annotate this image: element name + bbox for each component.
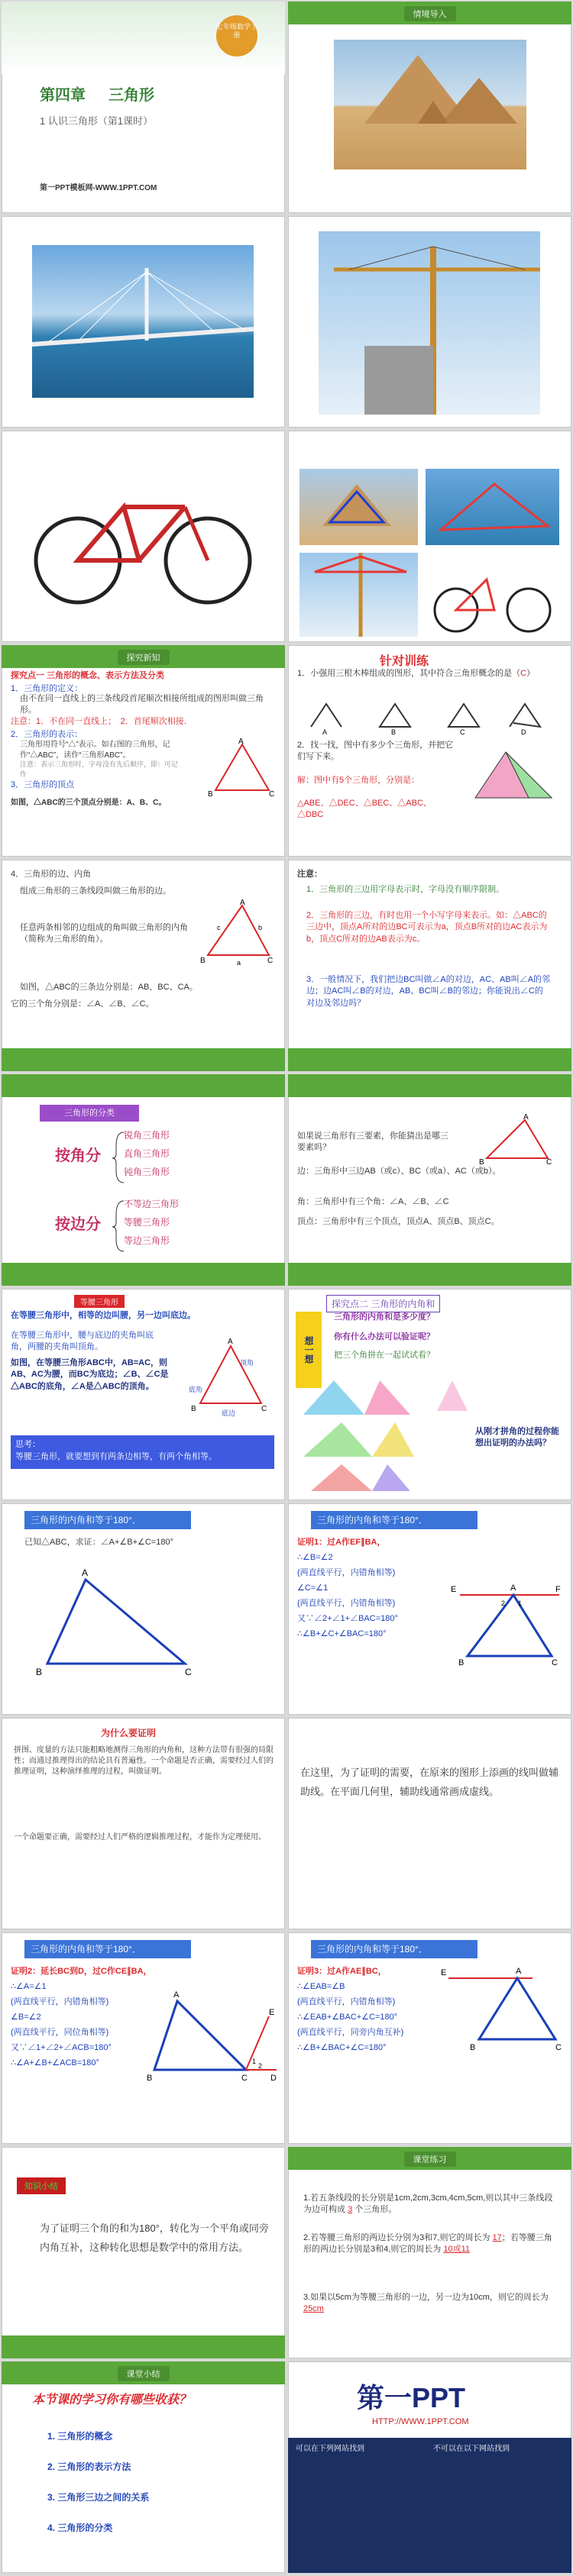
- crane-photo: [319, 231, 540, 415]
- proof-reason: (两直线平行，同位角相等): [11, 2028, 109, 2037]
- slide-bicycle-photo[interactable]: [2, 431, 285, 642]
- triangle-abc-diagram: [208, 737, 277, 798]
- isosceles-example: 如图，在等腰三角形ABC中，AB=AC，则AB、AC为腰，而BC为底边；∠B、∠C是△ABC的底角，∠A是△ABC的顶角。: [11, 1358, 169, 1391]
- svg-text:B: B: [479, 1158, 484, 1167]
- svg-text:A: A: [82, 1567, 89, 1578]
- proof-reason: (两直线平行，内错角相等): [11, 1997, 109, 2006]
- note-3: 3．一般情况下，我们把边BC叫做∠A的对边，AC、AB叫∠A的邻边；边AC叫∠B的对边，AB、BC叫∠B的邻边；你能说出∠C的对边及邻边吗？: [306, 975, 551, 1008]
- vertex-label-c: C: [269, 790, 275, 799]
- q1-answer: C: [520, 669, 527, 678]
- theorem-banner: 三角形的内角和等于180°．: [24, 1511, 191, 1529]
- svg-text:D: D: [270, 2074, 277, 2083]
- proof-reason: (两直线平行，同旁内角互补): [297, 2028, 404, 2037]
- slide-theorem-given[interactable]: [2, 1503, 285, 1715]
- scalene-triangle: 不等边三角形: [124, 1199, 180, 1209]
- crane-icon: [319, 231, 540, 415]
- svg-text:C: C: [267, 957, 274, 965]
- option-c: C: [460, 728, 465, 736]
- exercise-2-answer-b: 10或11: [443, 2245, 471, 2255]
- vertex-label-b: B: [208, 790, 213, 799]
- sides-definition: 组成三角形的三条线段叫做三角形的边。: [20, 886, 171, 896]
- transform-text: 为了证明三个角的和为180°，转化为一个平角或同旁内角互补，这种转化思想是数学中的常用方法。: [40, 2223, 269, 2253]
- exercise-1-answer: 3: [348, 2205, 353, 2215]
- slide-header-bar: [288, 2147, 571, 2170]
- collage-pyramid: [299, 469, 418, 545]
- brand-url[interactable]: HTTP://WWW.1PPT.COM: [372, 2417, 469, 2426]
- triangle-highlight-icon: [299, 469, 418, 545]
- practice-q2: 2．找一找，图中有多少个三角形，并把它们写下来。: [297, 741, 454, 762]
- chapter-label: 第四章: [40, 87, 86, 104]
- slide-footer-bar: [2, 1263, 285, 1286]
- proof-line: 又∵∠1+∠2+∠ACB=180°: [11, 2043, 112, 2052]
- proof-reason: (两直线平行，内错角相等): [297, 1997, 396, 2006]
- footer-col-1: 可以在下列网站找到: [296, 2445, 364, 2453]
- section-tag: 课堂小结: [118, 2366, 170, 2381]
- svg-text:A: A: [240, 899, 245, 907]
- notation-note: 注意：表示三角形时，字母没有先后顺序，即：可记作: [20, 760, 179, 778]
- theorem-banner: 三角形的内角和等于180°．: [24, 1940, 191, 1958]
- isosceles-diagram: [185, 1335, 277, 1419]
- slide-crane-photo[interactable]: [288, 216, 571, 428]
- triangle-icon: [429, 1373, 475, 1419]
- note-1: 1．三角形的三边用字母表示时，字母没有顺序限制。: [306, 885, 505, 894]
- slide-intro-pyramids[interactable]: [288, 2, 571, 213]
- q1-text: 1．小强用三根木棒组成的图形，其中符合三角形概念的是（: [297, 669, 521, 678]
- svg-text:A: A: [173, 1990, 180, 2000]
- pyramids-icon: [334, 40, 526, 169]
- slide-proof-2[interactable]: [2, 1932, 285, 2144]
- slide-class-summary[interactable]: [2, 2361, 285, 2573]
- summary-item-3: 3. 三角形三边之间的关系: [47, 2492, 150, 2503]
- proof3-diagram: [441, 1963, 567, 2055]
- svg-text:A: A: [516, 1967, 522, 1976]
- brand-logo: 第一PPT: [357, 2382, 466, 2413]
- triangle-abc-diagram: [479, 1112, 555, 1166]
- elements-question: 如果说三角形有三要素，你能猜出是哪三要素吗？: [297, 1131, 448, 1153]
- slide-practice[interactable]: [288, 645, 571, 857]
- slide-three-elements[interactable]: [288, 1074, 571, 1286]
- isosceles-def-1: 在等腰三角形中，相等的边叫腰，另一边叫底边。: [11, 1311, 196, 1320]
- knowledge-tag: 知识小结: [17, 2177, 66, 2194]
- why-heading: 为什么要证明: [101, 1728, 157, 1738]
- svg-text:顶角: 顶角: [240, 1359, 254, 1367]
- svg-text:E: E: [451, 1585, 457, 1594]
- lesson-subtitle: 1 认识三角形（第1课时）: [40, 115, 154, 127]
- proof-line: ∠C=∠1: [297, 1583, 329, 1593]
- sides-title: 4．三角形的边、内角: [11, 870, 92, 879]
- svg-text:底边: 底边: [222, 1409, 236, 1417]
- slide-classification[interactable]: [2, 1074, 285, 1286]
- svg-text:1: 1: [518, 1600, 523, 1607]
- exercise-2: 2.若等腰三角形的两边长分别为3和7,则它的周长为 17；若等腰三角形的两边长分别是3和4,则它的周长为 10或11: [303, 2233, 552, 2255]
- triangle-abc-diagram: [200, 898, 277, 967]
- section-tag: 课堂练习: [404, 2152, 456, 2167]
- logo-text: 第一PPT模板网-WWW.1PPT.COM: [40, 184, 157, 192]
- slide-header-bar: [2, 645, 285, 668]
- practice-q2-answer: 解：图中有5个三角形，分别是：: [297, 776, 420, 785]
- svg-text:B: B: [36, 1667, 43, 1677]
- practice-q2-list: △ABE、△DEC、△BEC、△ABC、△DBC: [297, 799, 432, 820]
- vertex-title: 3．三角形的顶点: [11, 780, 75, 789]
- slide-footer-bar: [2, 2336, 285, 2358]
- svg-text:A: A: [523, 1113, 529, 1122]
- summary-question: 本节课的学习你有哪些收获？: [32, 2394, 192, 2407]
- acute-triangle: 锐角三角形: [124, 1130, 170, 1141]
- slide-why-prove[interactable]: [2, 1718, 285, 1929]
- option-d: D: [521, 728, 526, 736]
- svg-text:E: E: [441, 1968, 447, 1977]
- q1-end: ）: [526, 669, 536, 678]
- equilateral-triangle: 等边三角形: [124, 1235, 170, 1246]
- slide-proof-1[interactable]: [288, 1503, 571, 1715]
- proof-line: ∴∠A+∠B+∠ACB=180°: [11, 2058, 99, 2068]
- footer-col-2: 不可以在以下网站找到: [433, 2445, 510, 2453]
- slide-footer-bar: [2, 1048, 285, 1071]
- angle-pieces-diagram: [296, 1373, 418, 1495]
- proof-line: 证明2：延长BC到D，过C作CE∥BA，: [11, 1967, 152, 1976]
- proof-reason: (两直线平行，内错角相等): [297, 1568, 396, 1577]
- think-text: 等腰三角形，就要想到有两条边相等，有两个角相等。: [15, 1452, 217, 1461]
- elements-sides: 边：三角形中三边AB（或c）、BC（或a）、AC（或b）。: [297, 1167, 501, 1176]
- slide-footer-bar: [288, 1048, 571, 1071]
- chapter-title: 三角形: [108, 87, 154, 104]
- svg-text:C: C: [552, 1658, 558, 1667]
- definition-title: 1．三角形的定义：: [11, 684, 83, 693]
- slide-header-bar: [288, 2, 571, 24]
- isosceles-triangle: 等腰三角形: [124, 1217, 170, 1228]
- isosceles-tag: 等腰三角形: [74, 1295, 125, 1308]
- slide-footer-bar: [288, 1263, 571, 1286]
- section-tag: 探究新知: [118, 650, 170, 665]
- think-box: [11, 1435, 274, 1469]
- by-side-label: 按边分: [55, 1216, 101, 1233]
- slide-notes[interactable]: [288, 860, 571, 1071]
- theorem-given: 已知△ABC，求证：∠A+∠B+∠C=180°: [24, 1538, 173, 1547]
- proof-reason: (两直线平行，内错角相等): [297, 1599, 396, 1608]
- right-triangle: 直角三角形: [124, 1148, 170, 1159]
- note-2: 2．三角形的三边，有时也用一个小写字母来表示。如：△ABC的三边中，顶点A所对的边BC可表示为a，顶点B所对的边AC表示为b，顶点C所对的边AB表示为c。: [306, 911, 548, 944]
- svg-text:B: B: [470, 2043, 476, 2052]
- proof-line: 又∵∠2+∠1+∠BAC=180°: [297, 1614, 398, 1623]
- elements-vertices: 顶点：三角形中有三个顶点，顶点A、顶点B、顶点C。: [297, 1217, 500, 1226]
- slide-auxiliary-line[interactable]: [288, 1718, 571, 1929]
- notation-title: 2．三角形的表示：: [11, 730, 83, 739]
- summary-item-2: 2. 三角形的表示方法: [47, 2461, 131, 2472]
- slide-exercises[interactable]: [288, 2147, 571, 2358]
- svg-text:底角: 底角: [189, 1386, 203, 1393]
- definition-note: 注意：1．不在同一直线上； 2．首尾顺次相接．: [11, 717, 193, 726]
- practice-heading: 针对训练: [380, 655, 429, 668]
- theorem-banner: 三角形的内角和等于180°．: [311, 1940, 478, 1958]
- obtuse-triangle: 钝角三角形: [124, 1167, 170, 1177]
- bridge-photo: [32, 245, 254, 398]
- svg-text:b: b: [258, 924, 263, 931]
- proof-hint: 从刚才拼角的过程你能想出证明的办法吗？: [475, 1427, 559, 1448]
- pyramids-photo: [334, 40, 526, 169]
- vertex-text: 如图，△ABC的三个顶点分别是：A、B、C。: [11, 799, 167, 807]
- svg-text:E: E: [269, 2008, 275, 2017]
- grade-badge: 七年级数学下册: [216, 15, 257, 56]
- svg-text:a: a: [237, 959, 241, 967]
- brace-icon: [112, 1131, 128, 1253]
- definition-text: 由不在同一直线上的三条线段首尾顺次相接所组成的图形叫做三角形。: [20, 694, 264, 715]
- practice-q1: [297, 668, 557, 680]
- summary-item-4: 4. 三角形的分类: [47, 2523, 113, 2533]
- slide-isosceles[interactable]: [2, 1289, 285, 1500]
- slide-header-bar: [288, 1074, 571, 1097]
- exercise-1: 1.若五条线段的长分别是1cm,2cm,3cm,4cm,5cm,则以其中三条线段为边可构成 3 个三角形。: [303, 2193, 553, 2215]
- q1-options-diagram: [303, 700, 548, 736]
- svg-text:F: F: [555, 1585, 561, 1594]
- proof-line: ∴∠B=∠2: [297, 1553, 333, 1562]
- angle-sum-question: 三角形的内角和是多少度？: [334, 1312, 435, 1322]
- svg-text:C: C: [185, 1667, 192, 1677]
- proof-line: ∴∠B+∠C+∠BAC=180°: [297, 1629, 387, 1638]
- notation-text: 三角形用符号“△”表示。如右图的三角形，记作“△ABC”，读作“三角形ABC”。: [20, 741, 170, 760]
- proof-line: ∴∠A=∠1: [11, 1982, 47, 1991]
- collage-bridge: [426, 469, 559, 545]
- option-a: A: [322, 728, 328, 736]
- explore-tag: 探究点二 三角形的内角和: [326, 1295, 440, 1312]
- option-b: B: [391, 728, 397, 736]
- proof-line: ∠B=∠2: [11, 2013, 41, 2022]
- why-body-2: 一个命题要正确，需要经过人们严格的逻辑推理过程，才能作为定理使用。: [14, 1833, 266, 1842]
- why-body: 拼图、度量的方法只能粗略地测得三角形的内角和，这种方法带有很强的局限性；而通过推理得出的结论具有普遍性。一个命题是否正确，需要经过人们的推理证明，这种演绎推理的过程，叫做证明。: [14, 1746, 274, 1776]
- slide-proof-3[interactable]: [288, 1932, 571, 2144]
- verify-question: 你有什么办法可以验证呢？: [334, 1332, 435, 1341]
- proof-line: ∴∠B+∠BAC+∠C=180°: [297, 2043, 387, 2052]
- svg-text:B: B: [191, 1405, 196, 1413]
- triangle-highlight-icon: [299, 553, 418, 637]
- svg-text:C: C: [241, 2074, 248, 2083]
- q2-triangle-diagram: [460, 737, 567, 805]
- proof2-diagram: [147, 1986, 280, 2093]
- proof-line: ∴∠EAB+∠BAC+∠C=180°: [297, 2013, 398, 2022]
- svg-text:C: C: [555, 2043, 562, 2052]
- section-tag: 情境导入: [404, 6, 456, 21]
- collage-crane: [299, 553, 418, 637]
- elements-angles: 角：三角形中有三个角：∠A、∠B、∠C: [297, 1197, 449, 1206]
- aux-line-text: 在这里，为了证明的需要，在原来的图形上添画的线叫做辅助线。在平面几何里，辅助线通常画成虚线。: [300, 1767, 559, 1797]
- proof1-diagram: [445, 1580, 567, 1671]
- slide-title[interactable]: [2, 2, 285, 213]
- collage-bicycle: [426, 553, 559, 637]
- svg-text:A: A: [510, 1583, 516, 1593]
- angles-example: 它的三个角分别是：∠A、∠B、∠C。: [11, 999, 154, 1009]
- section-heading: 探究点一 三角形的概念、表示方法及分类: [11, 671, 165, 680]
- slide-definition[interactable]: [2, 645, 285, 857]
- bicycle-icon: [24, 454, 261, 621]
- svg-text:B: B: [147, 2074, 153, 2083]
- exercise-2-answer-a: 17: [492, 2233, 502, 2242]
- think-label: 思考：: [15, 1440, 40, 1449]
- svg-text:A: A: [228, 1338, 233, 1346]
- slide-brand-ad[interactable]: [288, 2361, 571, 2573]
- svg-text:B: B: [200, 957, 206, 965]
- exercise-3: 3.如果以5cm为等腰三角形的一边，另一边为10cm，则它的周长为 25cm: [303, 2293, 549, 2314]
- slide-photo-collage[interactable]: [288, 431, 571, 642]
- notes-heading: 注意：: [297, 870, 322, 879]
- brand-footer: [288, 2438, 571, 2573]
- by-angle-label: 按角分: [55, 1148, 101, 1164]
- slide-summary-idea[interactable]: [2, 2147, 285, 2358]
- angles-definition: 任意两条相邻的边组成的角叫做三角形的内角（简称为三角形的角）。: [20, 923, 188, 944]
- vertex-label-a: A: [238, 738, 244, 746]
- proof-line: 证明1：过A作EF∥BA，: [297, 1538, 386, 1547]
- bridge-icon: [32, 245, 254, 398]
- svg-text:C: C: [261, 1405, 267, 1413]
- proof-line: ∴∠EAB=∠B: [297, 1982, 345, 1991]
- svg-text:2: 2: [258, 2062, 263, 2070]
- svg-text:c: c: [217, 924, 221, 931]
- isosceles-def-2: 在等腰三角形中，腰与底边的夹角叫底角，两腰的夹角叫顶角。: [11, 1331, 154, 1352]
- svg-text:B: B: [458, 1658, 465, 1667]
- theorem-banner: 三角形的内角和等于180°．: [311, 1511, 478, 1529]
- svg-text:2: 2: [501, 1600, 506, 1607]
- svg-text:1: 1: [252, 2058, 257, 2065]
- summary-item-1: 1. 三角形的概念: [47, 2431, 113, 2442]
- triangle-abc-diagram: [32, 1564, 215, 1679]
- sides-example: 如图，△ABC的三条边分别是：AB、BC、CA。: [20, 983, 198, 992]
- slide-header-bar: [2, 1074, 285, 1097]
- exercise-3-answer: 25cm: [303, 2304, 324, 2314]
- triangle-highlight-icon: [426, 469, 559, 545]
- slide-header-bar: [2, 2361, 285, 2384]
- classification-tag: 三角形的分类: [40, 1105, 139, 1122]
- proof-line: 证明3：过A作AE∥BC，: [297, 1967, 387, 1976]
- think-banner: 想一想: [296, 1312, 322, 1388]
- slide-sides-angles[interactable]: [2, 860, 285, 1071]
- bicycle-photo: [24, 454, 261, 621]
- piece-caption: 把三个角拼在一起试试看？: [334, 1351, 435, 1360]
- svg-text:C: C: [546, 1158, 552, 1167]
- triangle-highlight-icon: [426, 553, 559, 637]
- slide-bridge-photo[interactable]: [2, 216, 285, 428]
- slide-angle-sum-explore[interactable]: [288, 1289, 571, 1500]
